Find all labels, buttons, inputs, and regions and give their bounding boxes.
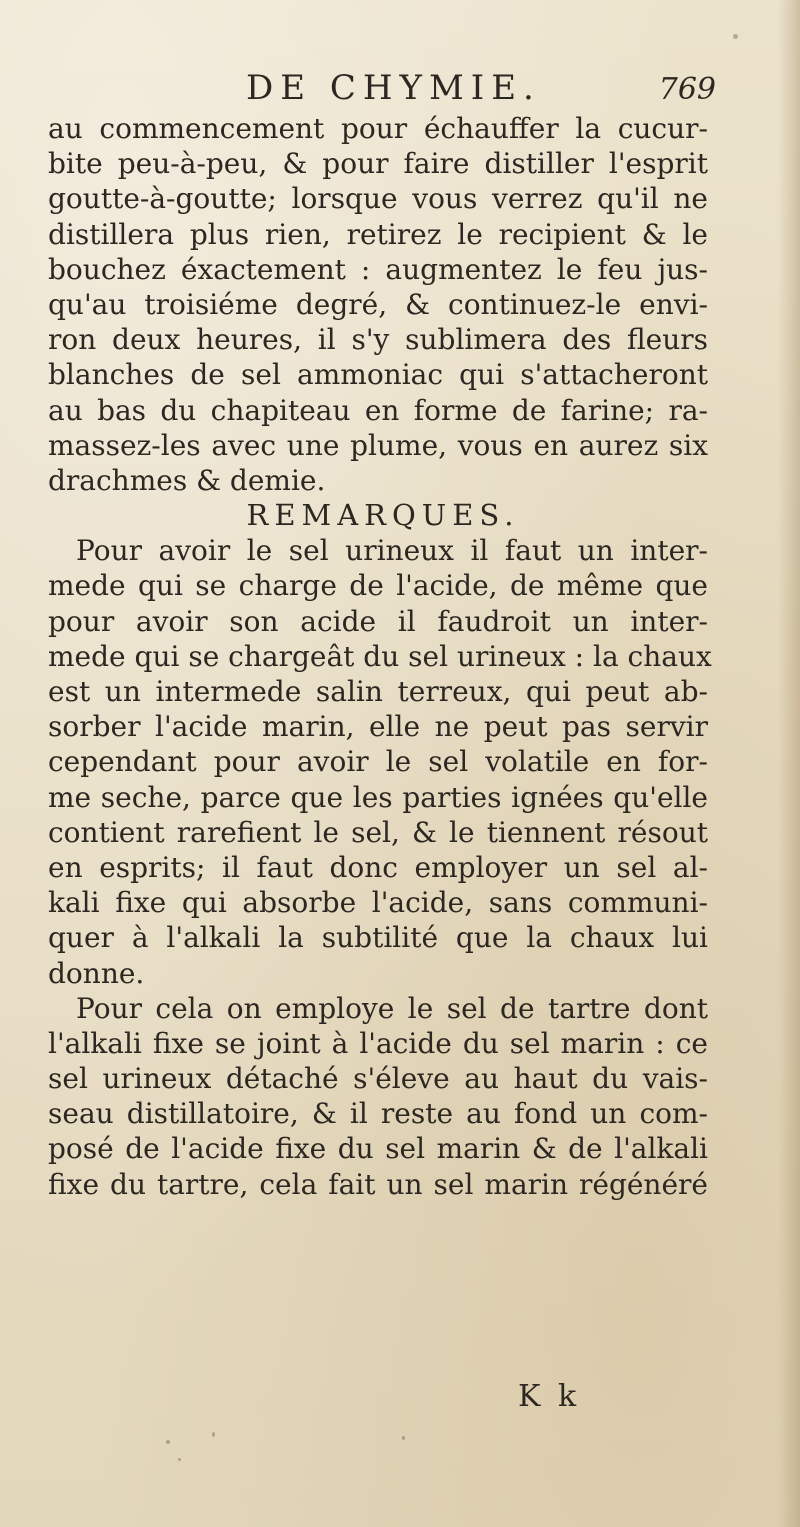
text-line: Pour avoir le sel urineux il faut un inter- — [76, 534, 708, 568]
text-line: blanches de sel ammoniac qui s'attacheront — [48, 358, 708, 392]
text-line: kali fixe qui absorbe l'acide, sans communi- — [48, 886, 708, 920]
body-text — [48, 111, 712, 1202]
paragraph-1 — [48, 111, 708, 498]
text-line: contient rarefient le sel, & le tiennent résout — [48, 815, 708, 849]
text-line: au commencement pour échauffer la cucur- — [48, 112, 708, 145]
running-title: DE CHYMIE. — [246, 68, 541, 108]
text-line: sorber l'acide marin, elle ne peut pas servir — [48, 710, 708, 744]
text-line: mede qui se chargeât du sel urineux : la chaux — [48, 639, 712, 673]
text-line: fixe du tartre, cela fait un sel marin régénéré — [48, 1167, 708, 1201]
ink-speck — [166, 1440, 170, 1444]
text-line: sel urineux détaché s'éleve au haut du vais- — [48, 1062, 708, 1096]
text-line: pour avoir son acide il faudroit un inter- — [48, 604, 708, 638]
ink-speck — [402, 1436, 405, 1440]
text-line: bouchez éxactement : augmentez le feu jus- — [48, 252, 708, 286]
ink-speck — [212, 1432, 215, 1437]
text-line: bite peu-à-peu, & pour faire distiller l'esprit — [48, 147, 708, 181]
text-line: massez-les avec une plume, vous en aurez six — [48, 428, 708, 462]
text-line: qu'au troisiéme degré, & continuez-le envi- — [48, 287, 708, 321]
text-line: quer à l'alkali la subtilité que la chaux lui — [48, 921, 708, 955]
text-line: Pour cela on employe le sel de tartre dont — [76, 991, 708, 1025]
text-line: goutte-à-goutte; lorsque vous verrez qu'il ne — [48, 182, 708, 216]
text-line: distillera plus rien, retirez le recipient & le — [48, 217, 708, 251]
text-line: en esprits; il faut donc employer un sel al- — [48, 850, 708, 884]
paragraph-3 — [48, 991, 708, 1202]
running-header — [246, 66, 716, 110]
section-heading: REMARQUES. — [246, 498, 520, 533]
text-line: me seche, parce que les parties ignées qu'elle — [48, 780, 708, 814]
text-line: ron deux heures, il s'y sublimera des fleurs — [48, 323, 708, 357]
ink-speck — [733, 34, 738, 39]
paragraph-2 — [48, 533, 712, 990]
text-line: donne. — [48, 956, 145, 990]
text-line: est un intermede salin terreux, qui peut ab- — [48, 675, 708, 708]
text-line: cependant pour avoir le sel volatile en for- — [48, 745, 708, 779]
text-line: posé de l'acide fixe du sel marin & de l'alkali — [48, 1132, 708, 1166]
signature-mark: K k — [518, 1379, 581, 1414]
text-line: l'alkali fixe se joint à l'acide du sel marin : ce — [48, 1026, 708, 1060]
text-line: mede qui se charge de l'acide, de même que — [48, 569, 708, 603]
text-line: au bas du chapiteau en forme de farine; ra- — [48, 393, 708, 427]
page-number: 769 — [658, 72, 716, 107]
page-edge-shadow — [778, 0, 800, 1527]
ink-speck — [178, 1458, 181, 1461]
text-line: drachmes & demie. — [48, 463, 326, 497]
text-line: seau distillatoire, & il reste au fond un com- — [48, 1097, 708, 1131]
